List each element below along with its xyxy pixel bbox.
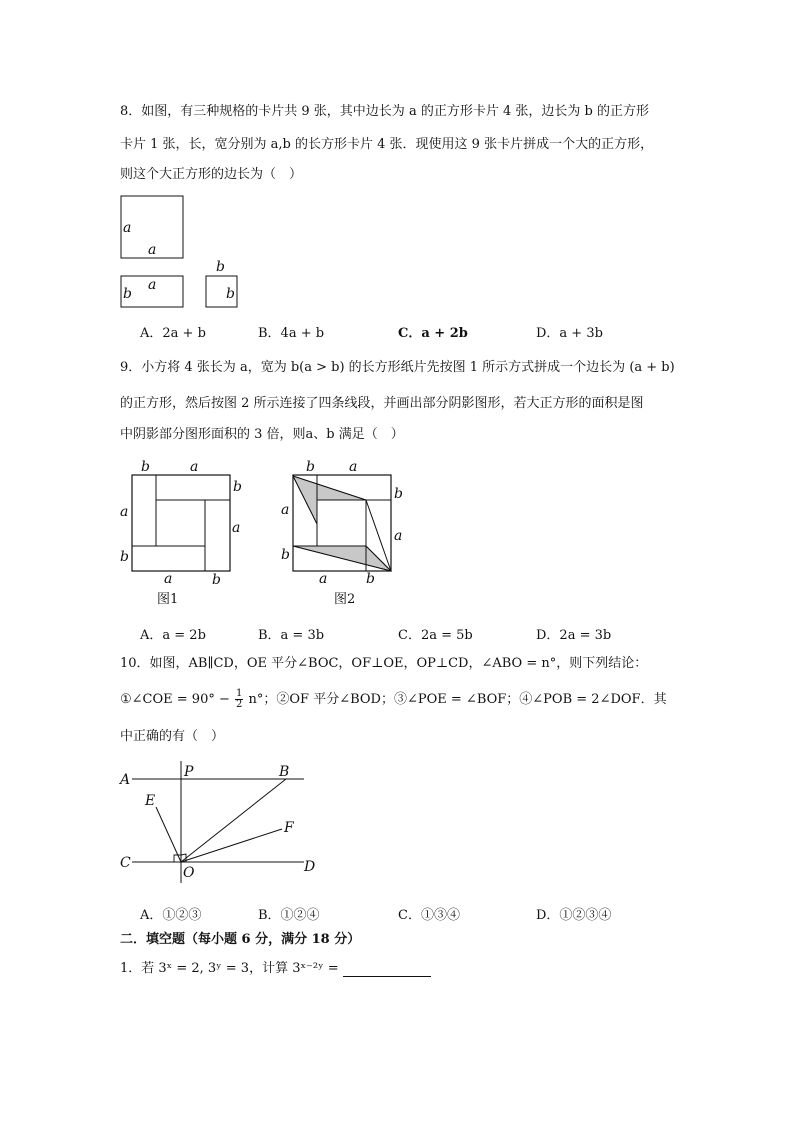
q10-figure <box>110 757 340 892</box>
q9-line2: 的正方形，然后按图 2 所示连接了四条线段，并画出部分阴影图形，若大正方形的面积是图 <box>120 396 644 411</box>
fill-q1-answer-blank[interactable] <box>343 964 431 977</box>
q10-ray-oe <box>156 807 181 862</box>
q10-line2-part1: ①∠COE = 90° − <box>120 692 230 707</box>
q10-fraction-numerator: 1 <box>236 688 243 699</box>
q9-options <box>140 624 700 642</box>
q10-line3: 中正确的有（ ） <box>120 729 225 744</box>
q10-label-a: A <box>120 772 131 788</box>
q10-label-o: O <box>183 865 195 881</box>
q9-fig2-top-a: a <box>349 459 358 475</box>
q9-fig1-caption: 图1 <box>157 592 179 607</box>
q8-line1: 8．如图，有三种规格的卡片共 9 张，其中边长为 a 的正方形卡片 4 张，边长为 b 的正方形 <box>120 104 649 119</box>
q9-fig2-left-b: b <box>281 547 290 563</box>
q9-fig2-caption: 图2 <box>334 592 356 607</box>
q9-option-c: C．2a = 5b <box>398 628 473 643</box>
q9-option-b: B．a = 3b <box>258 628 325 643</box>
q9-fig1-outer <box>132 475 230 571</box>
q10-label-d: D <box>304 859 316 875</box>
q10-option-a: A．①②③ <box>140 908 202 923</box>
q10-label-b: B <box>279 764 290 780</box>
q10-line2 <box>120 689 667 711</box>
q9-fig1-top-a: a <box>190 459 199 475</box>
q8-big-bottom-label: a <box>148 242 157 258</box>
q8-option-b: B．4a + b <box>258 326 325 341</box>
q8-option-a: A．2a + b <box>140 326 206 341</box>
q8-rect-left-label: b <box>123 286 132 302</box>
q10-ray-ob <box>181 779 286 862</box>
q9-option-d: D．2a = 3b <box>536 628 612 643</box>
q9-fig1-bottom-a: a <box>164 571 173 587</box>
q10-ray-of <box>181 829 282 862</box>
q9-figure-1 <box>116 458 256 608</box>
q9-fig2-right-a: a <box>394 528 403 544</box>
q8-small-top-label: b <box>216 259 225 275</box>
q10-line1: 10．如图，AB∥CD，OE 平分∠BOC，OF⊥OE，OP⊥CD，∠ABO = n°，则下列结论： <box>120 656 648 671</box>
q9-fig1-top-b: b <box>141 459 150 475</box>
q10-fraction <box>235 689 243 710</box>
q9-fig1-right-a: a <box>232 520 241 536</box>
fill-q1 <box>120 961 431 977</box>
q10-label-f: F <box>284 820 294 836</box>
q10-line2-part2: n°；②OF 平分∠BOD；③∠POE = ∠BOF；④∠POB = 2∠DOF．其 <box>248 692 667 707</box>
q9-fig2-right-b: b <box>394 486 403 502</box>
q8-rect-top-label: a <box>148 277 157 293</box>
q9-line1: 9．小方将 4 张长为 a，宽为 b(a > b) 的长方形纸片先按图 1 所示方式拼成一个边长为 (a + b) <box>120 360 675 375</box>
q9-fig1-left-a: a <box>120 504 129 520</box>
q8-options <box>140 322 700 340</box>
q9-line3: 中阴影部分图形面积的 3 倍，则a、b 满足（ ） <box>120 427 404 442</box>
fill-q1-text: 1．若 3ˣ = 2, 3ʸ = 3，计算 3ˣ⁻²ʸ = <box>120 961 339 976</box>
q9-option-a: A．a = 2b <box>140 628 206 643</box>
q8-big-left-label: a <box>123 220 132 236</box>
q10-label-e: E <box>145 793 156 809</box>
q10-label-c: C <box>120 855 131 871</box>
q9-figure-2 <box>277 458 417 608</box>
q10-options <box>140 904 700 922</box>
q8-figure <box>110 190 250 315</box>
q10-option-c: C．①③④ <box>398 908 460 923</box>
q10-option-b: B．①②④ <box>258 908 320 923</box>
q8-option-c: C．a + 2b <box>398 326 468 341</box>
q9-fig2-left-a: a <box>281 502 290 518</box>
q10-label-p: P <box>184 764 194 780</box>
q8-line3: 则这个大正方形的边长为（ ） <box>120 167 303 182</box>
q10-fraction-denominator: 2 <box>236 699 243 710</box>
q9-fig1-right-b: b <box>233 479 242 495</box>
q9-fig1-left-b: b <box>120 549 129 565</box>
q9-fig2-bottom-a: a <box>319 571 328 587</box>
q8-option-d: D．a + 3b <box>536 326 603 341</box>
q8-line2: 卡片 1 张，长，宽分别为 a,b 的长方形卡片 4 张．现使用这 9 张卡片拼成一个大的正方形， <box>120 137 654 152</box>
q9-fig2-bottom-b: b <box>366 571 375 587</box>
q9-fig1-bottom-b: b <box>212 572 221 588</box>
q8-small-right-label: b <box>226 286 235 302</box>
section-2-title: 二．填空题（每小题 6 分，满分 18 分） <box>120 932 361 947</box>
q9-fig2-top-b: b <box>306 459 315 475</box>
q10-option-d: D．①②③④ <box>536 908 612 923</box>
